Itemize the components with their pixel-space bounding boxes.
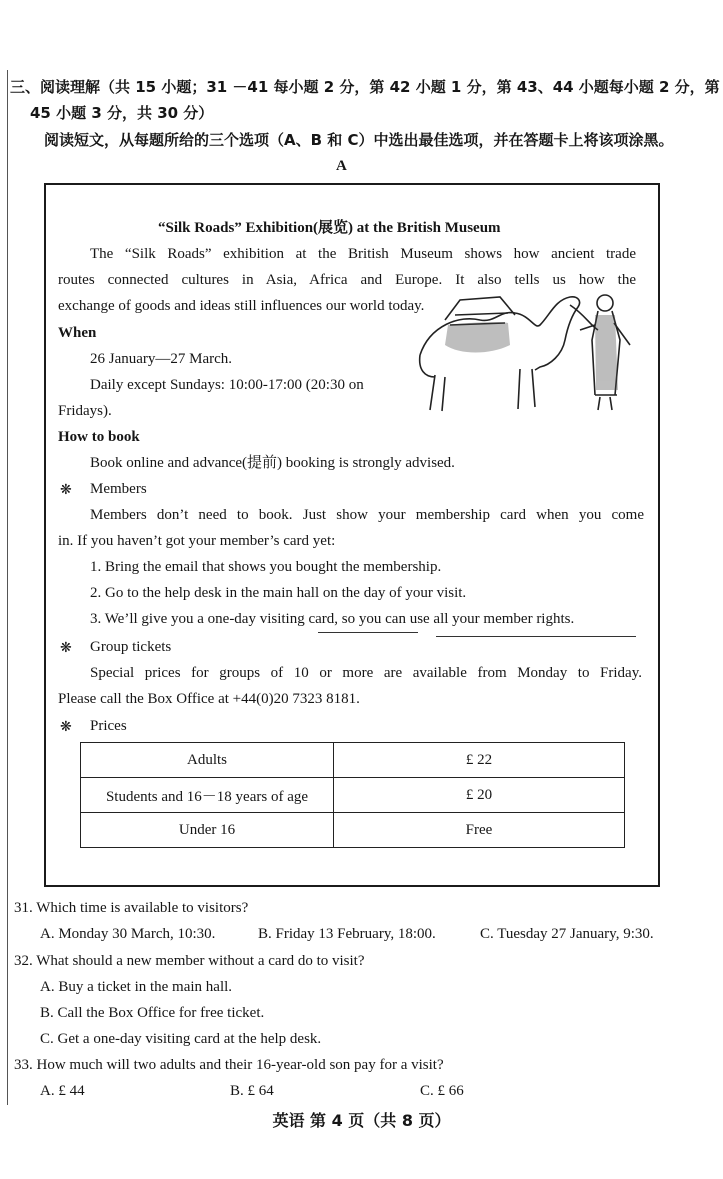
camel-and-merchant-illustration [400, 285, 645, 420]
members-line2: in. If you haven’t got your member’s card yet: [58, 533, 336, 549]
price-value: £ 20 [334, 778, 625, 813]
group-line1: Special prices for groups of 10 or more are available from Monday to Friday. [90, 665, 642, 681]
question-31-stem: 31. Which time is available to visitors? [14, 900, 249, 916]
passage-title: “Silk Roads” Exhibition(展览) at the British Museum [158, 220, 501, 236]
question-31-option-c[interactable]: C. Tuesday 27 January, 9:30. [480, 926, 654, 942]
members-line1: Members don’t need to book. Just show your membership card when you come [90, 507, 644, 523]
intro-line-1: The “Silk Roads” exhibition at the British Museum shows how ancient trade [90, 246, 636, 262]
question-33-option-b[interactable]: B. £ 64 [230, 1083, 274, 1099]
question-32-option-c[interactable]: C. Get a one-day visiting card at the help desk. [40, 1031, 322, 1047]
when-dates: 26 January—27 March. [90, 351, 233, 367]
intro-line-2: routes connected cultures in Asia, Africa and Europe. It also tells us how the [58, 272, 636, 288]
prices-table [80, 742, 625, 848]
question-32-stem: 32. What should a new member without a card do to visit? [14, 953, 365, 969]
section-header-line1: 三、阅读理解（共 15 小题；31 －41 每小题 2 分，第 42 小题 1 分，第 43、44 小题每小题 2 分，第 [10, 78, 720, 96]
question-33-option-c[interactable]: C. £ 66 [420, 1083, 464, 1099]
how-heading: How to book [58, 429, 140, 445]
table-row [81, 813, 625, 848]
price-value: Free [334, 813, 625, 848]
price-label: Adults [81, 743, 334, 778]
question-32-option-b[interactable]: B. Call the Box Office for free ticket. [40, 1005, 265, 1021]
group-bullet-icon: ❋ [60, 640, 72, 656]
underline-mark [436, 636, 636, 637]
question-32-option-a[interactable]: A. Buy a ticket in the main hall. [40, 979, 233, 995]
how-text: Book online and advance(提前) booking is strongly advised. [90, 455, 455, 471]
question-33-stem: 33. How much will two adults and their 16-year-old son pay for a visit? [14, 1057, 444, 1073]
members-step-2: 2. Go to the help desk in the main hall on the day of your visit. [90, 585, 467, 601]
page-footer: 英语 第 4 页（共 8 页） [272, 1111, 451, 1130]
prices-heading: Prices [90, 718, 127, 734]
prices-bullet-icon: ❋ [60, 719, 72, 735]
when-heading: When [58, 325, 97, 341]
table-row [81, 743, 625, 778]
when-hours-line1: Daily except Sundays: 10:00-17:00 (20:30 on [90, 377, 364, 393]
instruction-text: 阅读短文，从每题所给的三个选项（A、B 和 C）中选出最佳选项，并在答题卡上将该项涂黑。 [44, 131, 674, 149]
intro-line-3: exchange of goods and ideas still influences our world today. [58, 298, 425, 314]
group-line2: Please call the Box Office at +44(0)20 7323 8181. [58, 691, 360, 707]
members-step-1: 1. Bring the email that shows you bought the membership. [90, 559, 442, 575]
margin-line [7, 70, 8, 1105]
question-33-option-a[interactable]: A. £ 44 [40, 1083, 85, 1099]
underline-mark [318, 632, 418, 633]
members-bullet-icon: ❋ [60, 482, 72, 498]
question-31-option-a[interactable]: A. Monday 30 March, 10:30. [40, 926, 216, 942]
price-label: Under 16 [81, 813, 334, 848]
price-value: £ 22 [334, 743, 625, 778]
question-31-option-b[interactable]: B. Friday 13 February, 18:00. [258, 926, 436, 942]
section-header-line2: 45 小题 3 分，共 30 分） [30, 104, 214, 122]
table-row [81, 778, 625, 813]
passage-letter: A [336, 158, 347, 174]
group-heading: Group tickets [90, 639, 172, 655]
price-label: Students and 16－18 years of age [81, 778, 334, 813]
when-hours-line2: Fridays). [58, 403, 112, 419]
members-heading: Members [90, 481, 147, 497]
members-step-3: 3. We’ll give you a one-day visiting card, so you can use all your member rights. [90, 611, 575, 627]
